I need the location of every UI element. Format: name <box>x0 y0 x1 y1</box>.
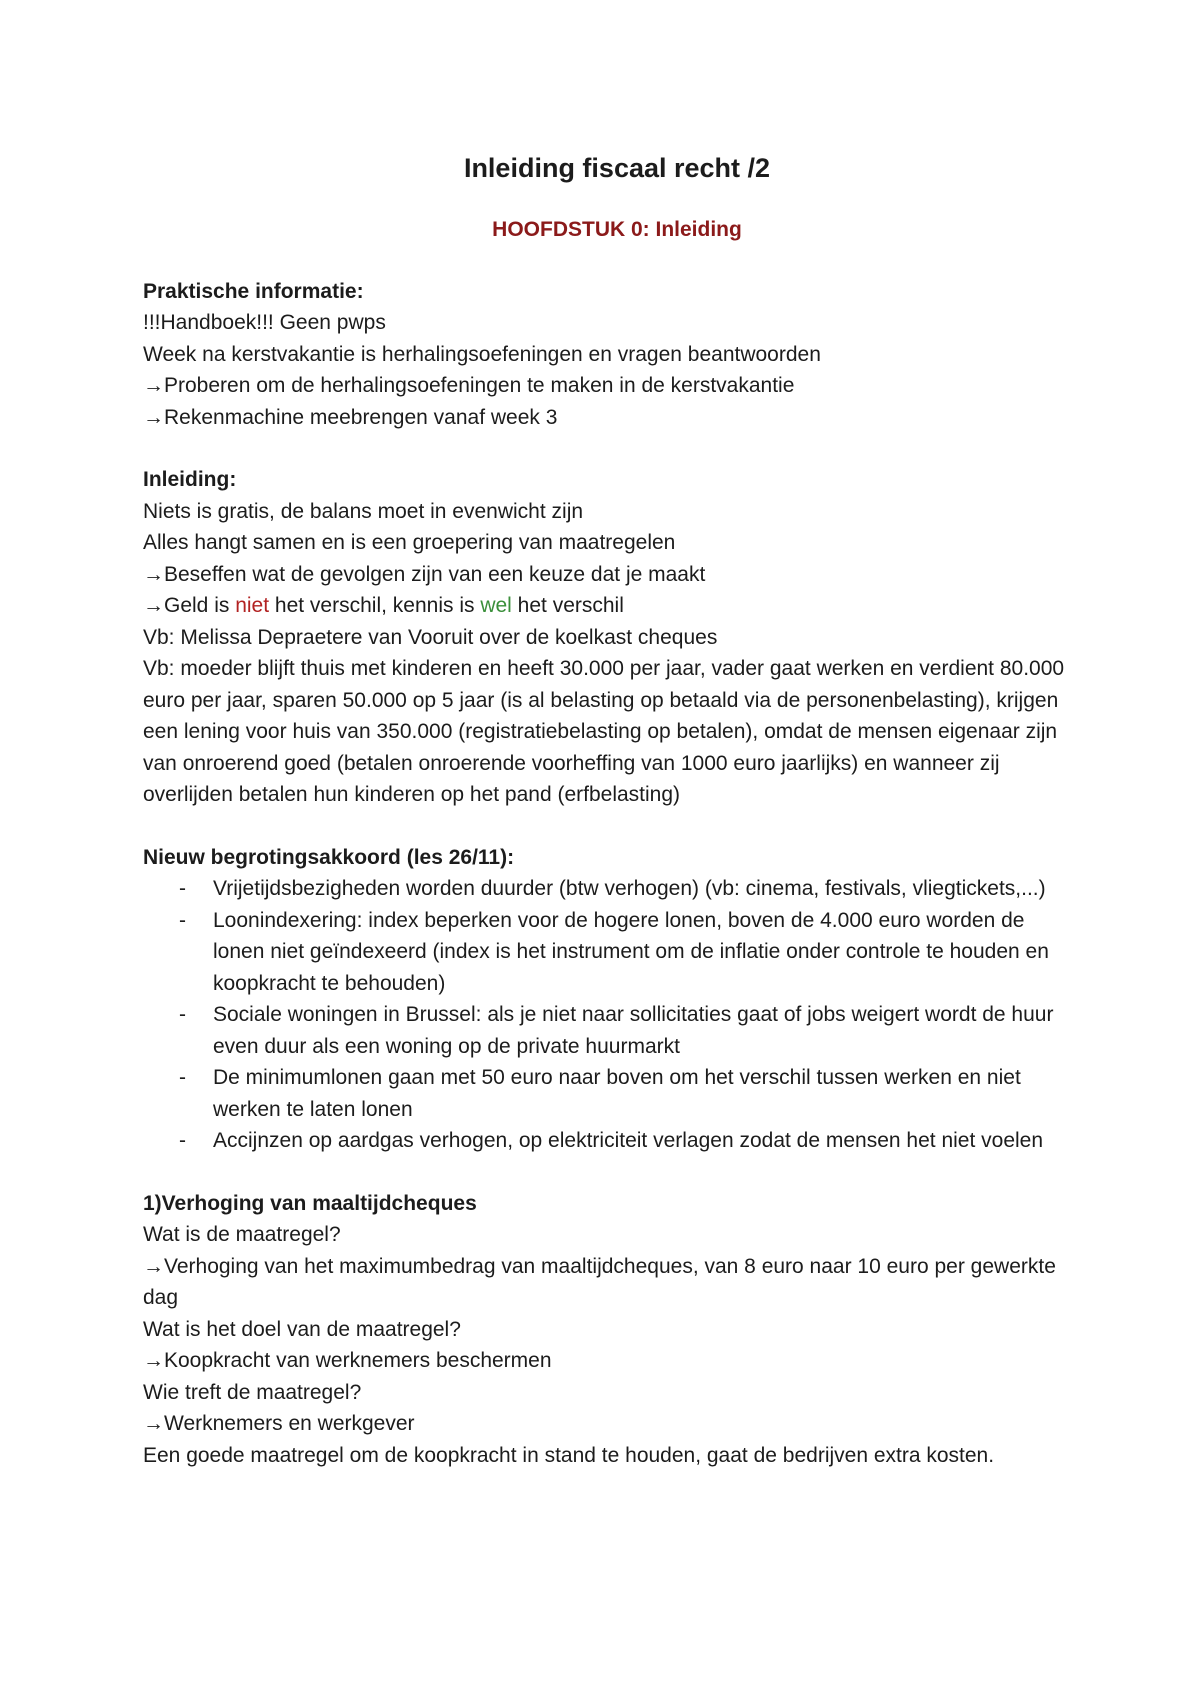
text-line: →Beseffen wat de gevolgen zijn van een keuze dat je maakt <box>143 562 706 586</box>
section-heading: Inleiding: <box>143 468 237 491</box>
spacer <box>143 1157 1073 1188</box>
answer-line: →Verhoging van het maximumbedrag van maaltijdcheques, van 8 euro naar 10 euro per gewerkte dag <box>143 1254 1056 1309</box>
list-item-text: Loonindexering: index beperken voor de hogere lonen, boven de 4.000 euro worden de lonen niet geïndexeerd (index is het instrument om de inflatie onder controle te houden en koopkracht te behouden) <box>213 908 1049 995</box>
question-line: Wat is het doel van de maatregel? <box>143 1317 461 1341</box>
list-item-text: Accijnzen op aardgas verhogen, op elektriciteit verlagen zodat de mensen het niet voelen <box>213 1129 1044 1152</box>
text-line: →Proberen om de herhalingsoefeningen te maken in de kerstvakantie <box>143 374 795 397</box>
text-line: Week na kerstvakantie is herhalingsoefeningen en vragen beantwoorden <box>143 342 821 366</box>
text-line: !!!Handboek!!! Geen pwps <box>143 311 386 334</box>
list-item-text: Vrijetijdsbezigheden worden duurder (btw verhogen) (vb: cinema, festivals, vliegtickets,...) <box>213 877 1046 900</box>
section-heading: Nieuw begrotingsakkoord (les 26/11): <box>143 845 515 869</box>
document-page <box>143 150 1073 1471</box>
list-item <box>143 1125 1073 1157</box>
example-line: Vb: Melissa Depraetere van Vooruit over de koelkast cheques <box>143 625 718 649</box>
bullet-dash: - <box>179 1003 186 1026</box>
conclusion-line: Een goede maatregel om de koopkracht in stand te houden, gaat de bedrijven extra kosten. <box>143 1443 995 1467</box>
bullet-list <box>143 873 1073 1157</box>
list-item-text: Sociale woningen in Brussel: als je niet naar sollicitaties gaat of jobs weigert wordt de huur even duur als een woning op de private huurmarkt <box>213 1003 1054 1058</box>
text-line: Alles hangt samen en is een groepering van maatregelen <box>143 531 676 554</box>
bullet-dash: - <box>179 877 186 900</box>
text-span: →Geld is <box>143 594 236 617</box>
list-item <box>143 873 1073 905</box>
section-praktische-informatie <box>143 276 1073 434</box>
section-heading: 1)Verhoging van maaltijdcheques <box>143 1191 477 1215</box>
list-item <box>143 999 1073 1062</box>
chapter-heading: HOOFDSTUK 0: Inleiding <box>492 218 742 241</box>
bullet-dash: - <box>179 908 186 932</box>
answer-line: →Koopkracht van werknemers beschermen <box>143 1349 552 1372</box>
highlight-wel: wel <box>480 594 512 617</box>
highlight-niet: niet <box>235 594 270 617</box>
answer-line: →Werknemers en werkgever <box>143 1412 415 1435</box>
question-line: Wat is de maatregel? <box>143 1223 341 1246</box>
section-heading: Praktische informatie: <box>143 279 364 303</box>
document-title: Inleiding fiscaal recht /2 <box>463 153 771 183</box>
example-paragraph: Vb: moeder blijft thuis met kinderen en heeft 30.000 per jaar, vader gaat werken en verdient 80.000 euro per jaar, sparen 50.000 op 5 jaar (is al belasting op betaald via de personenbelasting), krijgen een lening voor huis van 350.000 (registratiebelasting op betalen), omdat de mensen eigenaar zijn van onroerend goed (betalen onroerende voorheffing van 1000 euro jaarlijks) en wanneer zij overlijden betalen hun kinderen op het pand (erfbelasting) <box>143 657 1065 806</box>
text-line: →Rekenmachine meebrengen vanaf week 3 <box>143 405 558 429</box>
bullet-dash: - <box>179 1129 186 1152</box>
bullet-dash: - <box>179 1066 186 1089</box>
section-begrotingsakkoord <box>143 842 1073 1157</box>
list-item <box>143 905 1073 1000</box>
text-span: het verschil, kennis is <box>269 594 481 617</box>
list-item-text: De minimumlonen gaan met 50 euro naar boven om het verschil tussen werken en niet werken te laten lonen <box>213 1066 1021 1121</box>
section-inleiding <box>143 464 1073 811</box>
section-maaltijdcheques <box>143 1188 1073 1472</box>
geld-line <box>143 590 1073 622</box>
spacer <box>143 811 1073 842</box>
spacer <box>143 433 1073 464</box>
text-span: het verschil <box>511 594 624 617</box>
text-line: Niets is gratis, de balans moet in evenwicht zijn <box>143 499 584 523</box>
question-line: Wie treft de maatregel? <box>143 1380 362 1404</box>
list-item <box>143 1062 1073 1125</box>
